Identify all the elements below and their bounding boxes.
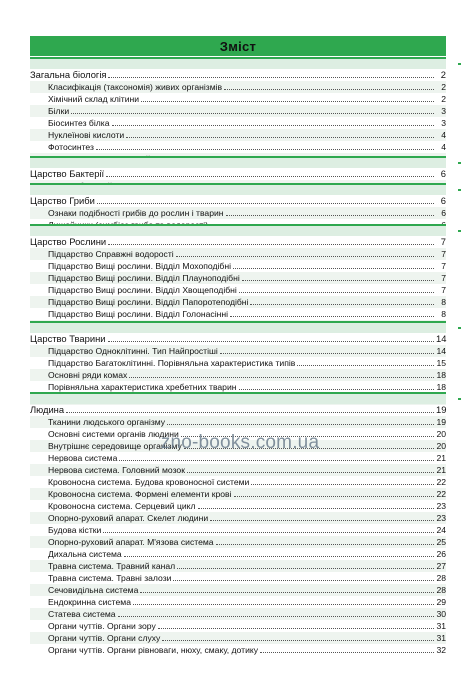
toc-entry-title: Царство Бактерії xyxy=(30,168,105,179)
toc-entry-title: Органи чуттів. Органи зору xyxy=(48,621,156,631)
toc-page-number: 20 xyxy=(436,441,446,451)
toc-page-number: 7 xyxy=(441,285,446,295)
toc-entry xyxy=(30,272,446,284)
toc-entry-title: Підцарство Одноклітинні. Тип Найпростіші xyxy=(48,346,218,356)
toc-entry-title: Загальна біологія xyxy=(30,69,107,80)
dot-leader xyxy=(297,365,434,366)
toc-entry-title: Травна система. Травні залози xyxy=(48,573,172,583)
toc-entry-title: Органи чуттів. Органи рівноваги, нюху, смаку, дотику xyxy=(48,645,259,655)
toc-entry-title: Органи чуттів. Органи слуху xyxy=(48,633,161,643)
toc-entry xyxy=(30,345,446,357)
toc-page-number: 32 xyxy=(436,645,446,655)
toc-section xyxy=(30,224,446,332)
section-divider xyxy=(30,392,446,404)
toc-page-number: 3 xyxy=(441,106,446,116)
toc-entry-title: Основні системи органів людини xyxy=(48,429,179,439)
toc-entry-title: Тканини людського організму xyxy=(48,417,166,427)
toc-entry-title: Підцарство Вищі рослини. Відділ Мохоподібні xyxy=(48,261,231,271)
dot-leader xyxy=(118,616,434,617)
toc-entry xyxy=(30,260,446,272)
dot-leader xyxy=(108,244,434,245)
toc-entry xyxy=(30,296,446,308)
margin-mark xyxy=(458,189,461,191)
toc-page-number: 6 xyxy=(440,195,446,206)
dot-leader xyxy=(106,176,434,177)
toc-page-number: 31 xyxy=(436,633,446,643)
toc-section-heading xyxy=(30,333,446,345)
dot-leader xyxy=(133,604,434,605)
toc-entry-title: Статева система xyxy=(48,609,116,619)
dot-leader xyxy=(119,460,434,461)
toc-entry xyxy=(30,620,446,632)
toc-page-number: 14 xyxy=(436,346,446,356)
toc-entry xyxy=(30,632,446,644)
toc-entry-title: Травна система. Травний канал xyxy=(48,561,176,571)
dot-leader xyxy=(124,556,434,557)
toc-page-number: 30 xyxy=(436,609,446,619)
toc-entry xyxy=(30,464,446,476)
toc-page-number: 29 xyxy=(436,597,446,607)
toc-entry xyxy=(30,105,446,117)
toc-page-number: 4 xyxy=(441,130,446,140)
toc-section-heading xyxy=(30,195,446,207)
toc-entry-title: Дихальна система xyxy=(48,549,122,559)
toc-entry xyxy=(30,141,446,153)
toc-entry xyxy=(30,308,446,320)
toc-entry-title: Опорно-руховий апарат. М'язова система xyxy=(48,537,214,547)
dot-leader xyxy=(187,472,434,473)
toc-entry-title: Царство Тварини xyxy=(30,333,106,344)
toc-entry-title: Кровоносна система. Формені елементи крові xyxy=(48,489,232,499)
dot-leader xyxy=(224,89,434,90)
toc-entry xyxy=(30,207,446,219)
dot-leader xyxy=(96,149,434,150)
toc-entry xyxy=(30,369,446,381)
toc-page-number: 6 xyxy=(440,168,446,179)
toc-page-number: 7 xyxy=(440,236,446,247)
toc-title-bar xyxy=(30,36,446,56)
toc-page-number: 31 xyxy=(436,621,446,631)
dot-leader xyxy=(97,203,434,204)
toc-page-number: 6 xyxy=(441,208,446,218)
dot-leader xyxy=(103,532,434,533)
toc-entry-title: Людина xyxy=(30,404,65,415)
toc-entry xyxy=(30,644,446,656)
toc-page-number: 28 xyxy=(436,585,446,595)
margin-mark xyxy=(458,63,461,65)
dot-leader xyxy=(167,424,434,425)
toc-entry xyxy=(30,93,446,105)
toc-entry-title: Підцарство Вищі рослини. Відділ Голонасінні xyxy=(48,309,229,319)
toc-page-number: 24 xyxy=(436,525,446,535)
toc-entry xyxy=(30,81,446,93)
toc-page-number: 21 xyxy=(436,453,446,463)
toc-page-number: 7 xyxy=(441,249,446,259)
toc-entry-title: Кровоносна система. Будова кровоносної системи xyxy=(48,477,250,487)
toc-page-number: 2 xyxy=(441,82,446,92)
margin-mark xyxy=(458,162,461,164)
toc-entry xyxy=(30,548,446,560)
dot-leader xyxy=(176,256,434,257)
toc-page-number: 18 xyxy=(436,382,446,392)
toc-entry-title: Підцарство Справжні водорості xyxy=(48,249,174,259)
toc-entry-title: Ознаки подібності грибів до рослин і тварин xyxy=(48,208,224,218)
toc-page-number: 7 xyxy=(441,261,446,271)
margin-mark xyxy=(458,327,461,329)
toc-entry xyxy=(30,560,446,572)
toc-page-number: 18 xyxy=(436,370,446,380)
section-divider xyxy=(30,183,446,195)
toc-entry-title: Біосинтез білка xyxy=(48,118,110,128)
dot-leader xyxy=(71,113,434,114)
toc-entry-title: Нервова система. Головний мозок xyxy=(48,465,185,475)
toc-entry-title: Нуклеїнові кислоти xyxy=(48,130,125,140)
toc-entry-title: Класифікація (таксономія) живих організмів xyxy=(48,82,223,92)
toc-page-number: 28 xyxy=(436,573,446,583)
dot-leader xyxy=(162,640,434,641)
toc-entry xyxy=(30,512,446,524)
toc-page-number: 3 xyxy=(441,118,446,128)
dot-leader xyxy=(198,508,434,509)
toc-entry-title: Підцарство Вищі рослини. Відділ Папоротеподібні xyxy=(48,297,249,307)
toc-entry-title: Основні ряди комах xyxy=(48,370,128,380)
toc-page-number: 22 xyxy=(436,489,446,499)
toc-entry-title: Сечовидільна система xyxy=(48,585,139,595)
toc-entry-title: Нервова система xyxy=(48,453,118,463)
toc-entry-title: Царство Гриби xyxy=(30,195,95,206)
toc-entry xyxy=(30,596,446,608)
toc-entry xyxy=(30,357,446,369)
dot-leader xyxy=(233,268,434,269)
dot-leader xyxy=(242,280,434,281)
toc-entry-title: Царство Рослини xyxy=(30,236,107,247)
toc-page-number: 23 xyxy=(436,501,446,511)
toc-page-number: 25 xyxy=(436,537,446,547)
toc-page-number: 19 xyxy=(436,404,447,415)
toc-page-number: 26 xyxy=(436,549,446,559)
toc-section xyxy=(30,57,446,165)
toc-page-number: 7 xyxy=(441,273,446,283)
toc-entry xyxy=(30,284,446,296)
toc-entry-title: Будова кістки xyxy=(48,525,102,535)
dot-leader xyxy=(250,304,434,305)
toc-page-number: 2 xyxy=(440,69,446,80)
toc-page-number: 21 xyxy=(436,465,446,475)
dot-leader xyxy=(216,544,434,545)
dot-leader xyxy=(239,389,434,390)
toc-entry xyxy=(30,524,446,536)
section-divider xyxy=(30,321,446,333)
dot-leader xyxy=(220,353,434,354)
section-divider xyxy=(30,156,446,168)
toc-entry xyxy=(30,572,446,584)
toc-page-number: 20 xyxy=(436,429,446,439)
toc-page-number: 2 xyxy=(441,94,446,104)
dot-leader xyxy=(210,520,434,521)
dot-leader xyxy=(158,628,434,629)
toc-entry xyxy=(30,608,446,620)
toc-page-number: 15 xyxy=(436,358,446,368)
toc-page-number: 23 xyxy=(436,513,446,523)
toc-entry-title: Підцарство Вищі рослини. Відділ Плауноподібні xyxy=(48,273,240,283)
toc-page-number: 8 xyxy=(441,309,446,319)
toc-entry xyxy=(30,416,446,428)
dot-leader xyxy=(251,484,434,485)
dot-leader xyxy=(177,568,434,569)
toc-page-number: 19 xyxy=(436,417,446,427)
toc-page-number: 22 xyxy=(436,477,446,487)
dot-leader xyxy=(226,215,434,216)
toc-entry-title: Білки xyxy=(48,106,70,116)
dot-leader xyxy=(141,101,434,102)
toc-section-heading xyxy=(30,236,446,248)
toc-entry xyxy=(30,117,446,129)
toc-page-number: 14 xyxy=(436,333,447,344)
margin-mark xyxy=(458,230,461,232)
toc-page-number: 4 xyxy=(441,142,446,152)
watermark: zno-books.com.ua xyxy=(160,432,320,453)
dot-leader xyxy=(129,377,434,378)
toc-entry-title: Внутрішнє середовище організму xyxy=(48,441,182,451)
margin-mark xyxy=(458,398,461,400)
dot-leader xyxy=(260,652,434,653)
dot-leader xyxy=(234,496,435,497)
toc-entry-title: Кровоносна система. Серцевий цикл xyxy=(48,501,196,511)
toc-entry xyxy=(30,536,446,548)
toc-entry-title: Ендокринна система xyxy=(48,597,131,607)
toc-entry xyxy=(30,500,446,512)
toc-entry-title: Порівняльна характеристика хребетних тварин xyxy=(48,382,237,392)
toc-entry-title: Підцарство Багатоклітинні. Порівняльна характеристика типів xyxy=(48,358,296,368)
toc-entry xyxy=(30,248,446,260)
dot-leader xyxy=(108,341,434,342)
dot-leader xyxy=(173,580,434,581)
toc-entry xyxy=(30,476,446,488)
toc-title: Зміст xyxy=(219,38,257,54)
toc-section-heading xyxy=(30,69,446,81)
dot-leader xyxy=(108,77,434,78)
dot-leader xyxy=(140,592,434,593)
toc-entry xyxy=(30,488,446,500)
dot-leader xyxy=(66,412,434,413)
toc-entry xyxy=(30,129,446,141)
dot-leader xyxy=(112,125,434,126)
toc-section-heading xyxy=(30,404,446,416)
dot-leader xyxy=(230,316,434,317)
section-divider xyxy=(30,224,446,236)
dot-leader xyxy=(239,292,434,293)
toc-section-heading xyxy=(30,168,446,180)
toc-page-number: 8 xyxy=(441,297,446,307)
dot-leader xyxy=(126,137,434,138)
toc-entry xyxy=(30,584,446,596)
toc-entry-title: Опорно-руховий апарат. Скелет людини xyxy=(48,513,209,523)
toc-entry-title: Хімічний склад клітини xyxy=(48,94,140,104)
toc-entry-title: Фотосинтез xyxy=(48,142,94,152)
section-divider xyxy=(30,57,446,69)
toc-entry-title: Підцарство Вищі рослини. Відділ Хвощеподібні xyxy=(48,285,237,295)
toc-page-number: 27 xyxy=(436,561,446,571)
